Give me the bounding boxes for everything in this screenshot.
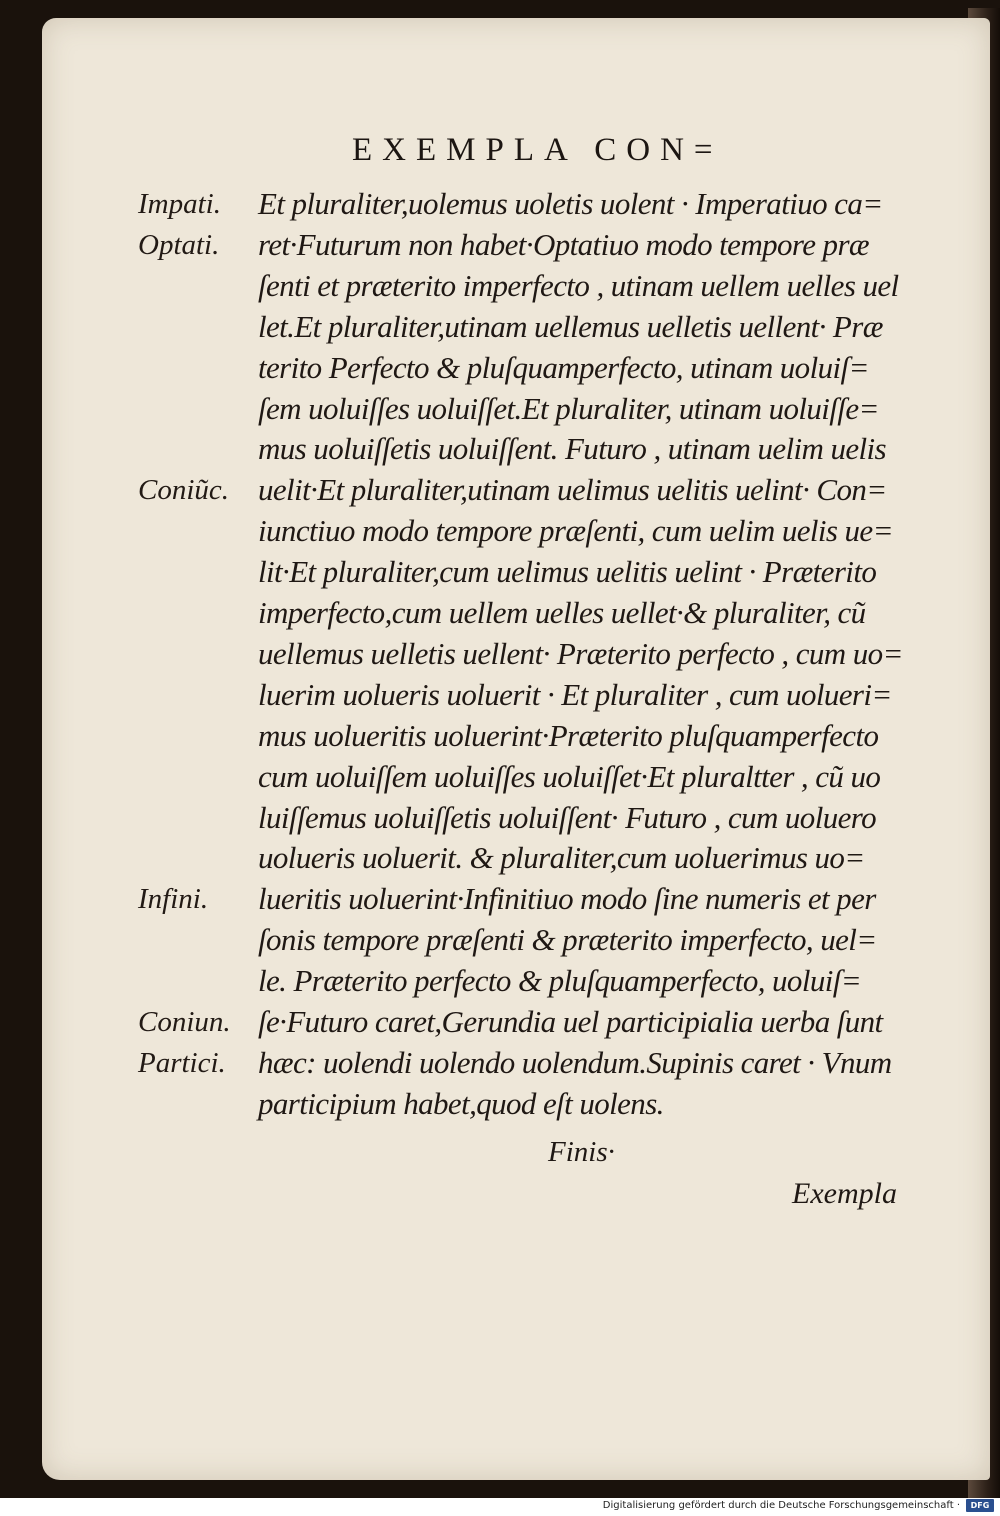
text-line: mus uolueritis uoluerint·Præterito pluſquamperfecto <box>258 717 879 753</box>
text-line: hæc: uolendi uolendo uolendum.Supinis caret · Vnum <box>258 1044 892 1080</box>
text-line: ſem uoluiſſes uoluiſſet.Et pluraliter, utinam uoluiſſe= <box>258 390 879 426</box>
margin-note: Partici. <box>138 1046 226 1079</box>
catchword: Exempla <box>792 1177 897 1210</box>
text-line: terito Perfecto & pluſquamperfecto, utinam uoluiſ= <box>258 349 869 385</box>
text-line: uellemus uelletis uellent· Præterito perfecto , cum uo= <box>258 635 903 671</box>
margin-note: Coniun. <box>138 1006 231 1038</box>
text-line: imperfecto,cum uellem uelles uellet·& pluraliter, cũ <box>258 595 866 630</box>
finis-mark: Finis· <box>548 1136 615 1168</box>
text-line: cum uoluiſſem uoluiſſes uoluiſſet·Et pluraltter , cũ uo <box>258 758 881 794</box>
margin-note: Impati. <box>138 188 221 220</box>
text-line: ret·Futurum non habet·Optatiuo modo tempore præ <box>258 226 869 262</box>
text-line: uelit·Et pluraliter,utinam uelimus uelitis uelint· Con= <box>258 472 887 508</box>
margin-note: Optati. <box>138 228 220 261</box>
text-line: ſonis tempore præſenti & præterito imperfecto, uel= <box>258 922 877 958</box>
text-line: mus uoluiſſetis uoluiſſent. Futuro , utinam uelim uelis <box>258 431 887 467</box>
margin-note: Infini. <box>138 883 209 916</box>
text-line: luerim uolueris uoluerit · Et pluraliter , cum uolueri= <box>258 676 892 712</box>
text-line: ſe·Futuro caret,Gerundia uel participialia uerba ſunt <box>258 1004 883 1039</box>
text-line: lueritis uoluerint·Infinitiuo modo ſine numeris et per <box>258 881 876 917</box>
text-line: lit·Et pluraliter,cum uelimus uelitis uelint · Præterito <box>258 554 877 590</box>
margin-note: Coniũc. <box>138 474 230 507</box>
dfg-logo-icon: DFG <box>966 1499 994 1512</box>
text-line: le. Præterito perfecto & pluſquamperfecto, uoluiſ= <box>258 963 862 999</box>
text-line: luiſſemus uoluiſſetis uoluiſſent· Futuro , cum uoluero <box>258 799 876 835</box>
text-line: ſenti et præterito imperfecto , utinam uellem uelles uel <box>258 267 899 303</box>
text-line: let.Et pluraliter,utinam uellemus uelletis uellent· Præ <box>258 308 883 344</box>
text-line: iunctiuo modo tempore præſenti, cum uelim uelis ue= <box>258 513 893 549</box>
text-line: participium habet,quod eſt uolens. <box>258 1085 664 1121</box>
text-line: uolueris uoluerit. & pluraliter,cum uoluerimus uo= <box>258 840 865 876</box>
running-head: EXEMPLA CON= <box>352 132 723 168</box>
footer-credit: Digitalisierung gefördert durch die Deutsche Forschungsgemeinschaft · <box>602 1500 960 1511</box>
text-line: Et pluraliter,uolemus uoletis uolent · Imperatiuo ca= <box>258 186 883 221</box>
